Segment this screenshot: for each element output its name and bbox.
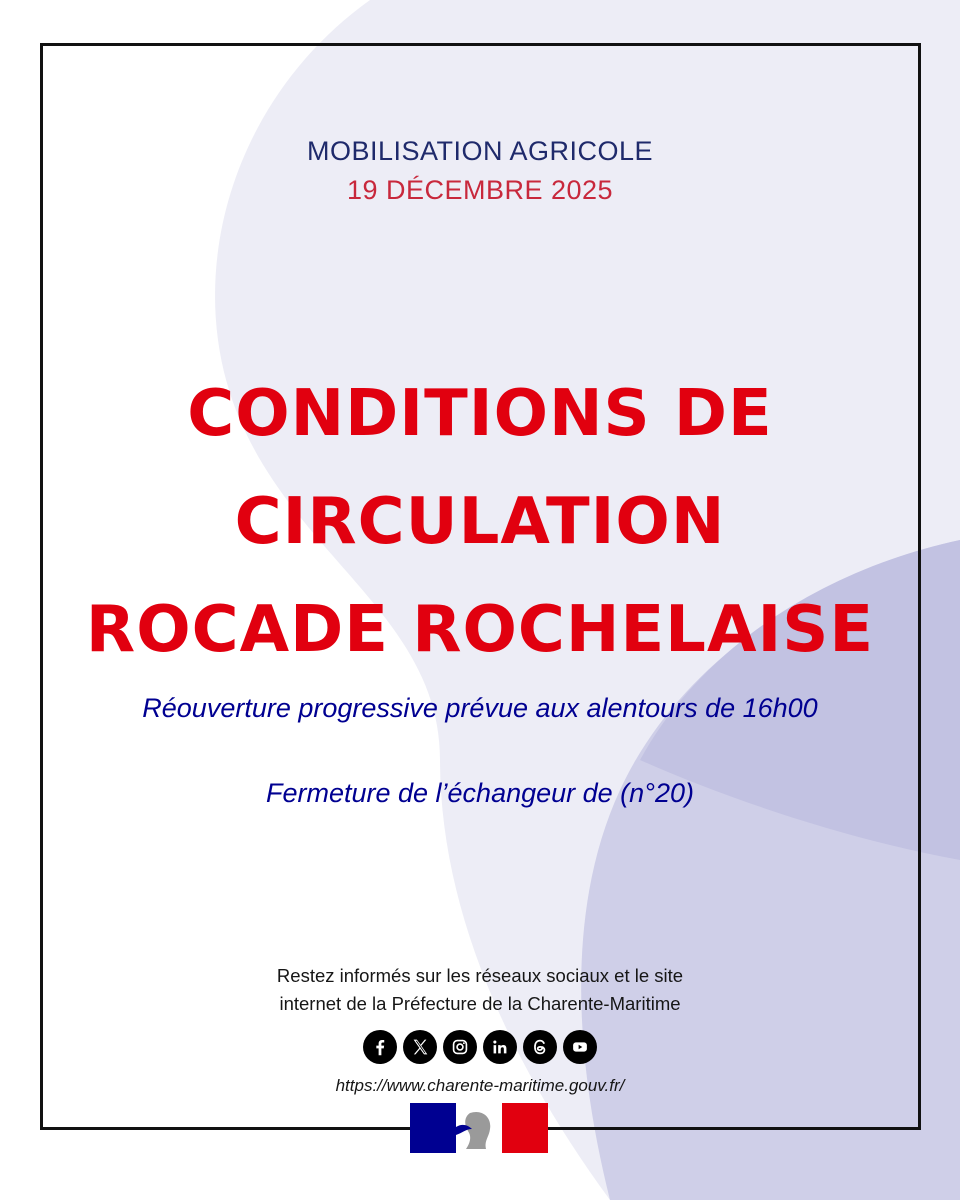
marianne-logo: [410, 1103, 548, 1153]
follow-line-2: internet de la Préfecture de la Charente-Maritime: [279, 993, 681, 1014]
headline: [0, 360, 960, 684]
follow-line-1: Restez informés sur les réseaux sociaux et le site: [276, 965, 684, 986]
x-icon[interactable]: [403, 1030, 437, 1064]
website-url[interactable]: https://www.charente-maritime.gouv.fr/: [335, 1076, 625, 1095]
reopening-info: Réouverture progressive prévue aux alentours de 16h00: [142, 693, 818, 723]
youtube-icon[interactable]: [563, 1030, 597, 1064]
headline-line-3: ROCADE ROCHELAISE: [85, 593, 875, 667]
closure-info: Fermeture de l’échangeur de (n°20): [265, 778, 695, 808]
headline-line-2: CIRCULATION: [234, 485, 726, 559]
instagram-icon[interactable]: [443, 1030, 477, 1064]
date-label: 19 DÉCEMBRE 2025: [346, 175, 614, 205]
linkedin-icon[interactable]: [483, 1030, 517, 1064]
social-icons: [0, 1030, 960, 1064]
kicker-title: MOBILISATION AGRICOLE: [306, 136, 654, 166]
threads-icon[interactable]: [523, 1030, 557, 1064]
follow-text: [0, 962, 960, 1018]
facebook-icon[interactable]: [363, 1030, 397, 1064]
headline-line-1: CONDITIONS DE: [187, 377, 773, 451]
